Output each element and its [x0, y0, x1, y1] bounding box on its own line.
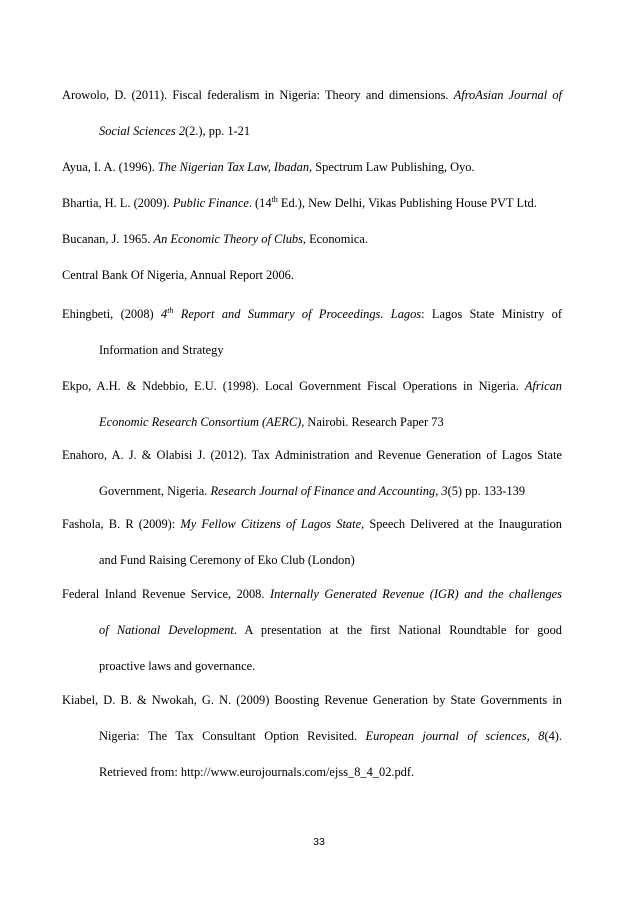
- reference-firs: Federal Inland Revenue Service, 2008. Internally Generated Revenue (IGR) and the challenges of National Development. A presentation at the first National Roundtable for good proactive laws and governance.: [62, 587, 563, 673]
- reference-kiabel: Kiabel, D. B. & Nwokah, G. N. (2009) Boosting Revenue Generation by State Governments in Nigeria: The Tax Consultant Option Revisited. European journal of sciences, 8(4). Retrieved from: http://www.eurojournals.com/ejss_8_4_02.pdf.: [62, 693, 562, 779]
- reference-bucanan: Bucanan, J. 1965. An Economic Theory of Clubs, Economica.: [62, 232, 368, 246]
- reference-ayua: Ayua, I. A. (1996). The Nigerian Tax Law, Ibadan, Spectrum Law Publishing, Oyo.: [62, 160, 475, 174]
- reference-bhartia: Bhartia, H. L. (2009). Public Finance. (14th Ed.), New Delhi, Vikas Publishing House PVT Ltd.: [62, 194, 537, 210]
- reference-ehingbeti: Ehingbeti, (2008) 4th Report and Summary of Proceedings. Lagos: Lagos State Ministry of Information and Strategy: [62, 305, 562, 357]
- page-number: 33: [313, 836, 325, 848]
- reference-ekpo: Ekpo, A.H. & Ndebbio, E.U. (1998). Local Government Fiscal Operations in Nigeria. African Economic Research Consortium (AERC), Nairobi. Research Paper 73: [62, 379, 562, 429]
- reference-enahoro: Enahoro, A. J. & Olabisi J. (2012). Tax Administration and Revenue Generation of Lagos State Government, Nigeria. Research Journal of Finance and Accounting, 3(5) pp. 133-139: [62, 448, 562, 498]
- reference-fashola: Fashola, B. R (2009): My Fellow Citizens of Lagos State, Speech Delivered at the Inauguration and Fund Raising Ceremony of Eko Club (London): [62, 517, 562, 567]
- reference-arowolo: Arowolo, D. (2011). Fiscal federalism in Nigeria: Theory and dimensions. AfroAsian Journal of Social Sciences 2(2.), pp. 1-21: [62, 88, 563, 138]
- reference-cbn: Central Bank Of Nigeria, Annual Report 2006.: [62, 268, 294, 282]
